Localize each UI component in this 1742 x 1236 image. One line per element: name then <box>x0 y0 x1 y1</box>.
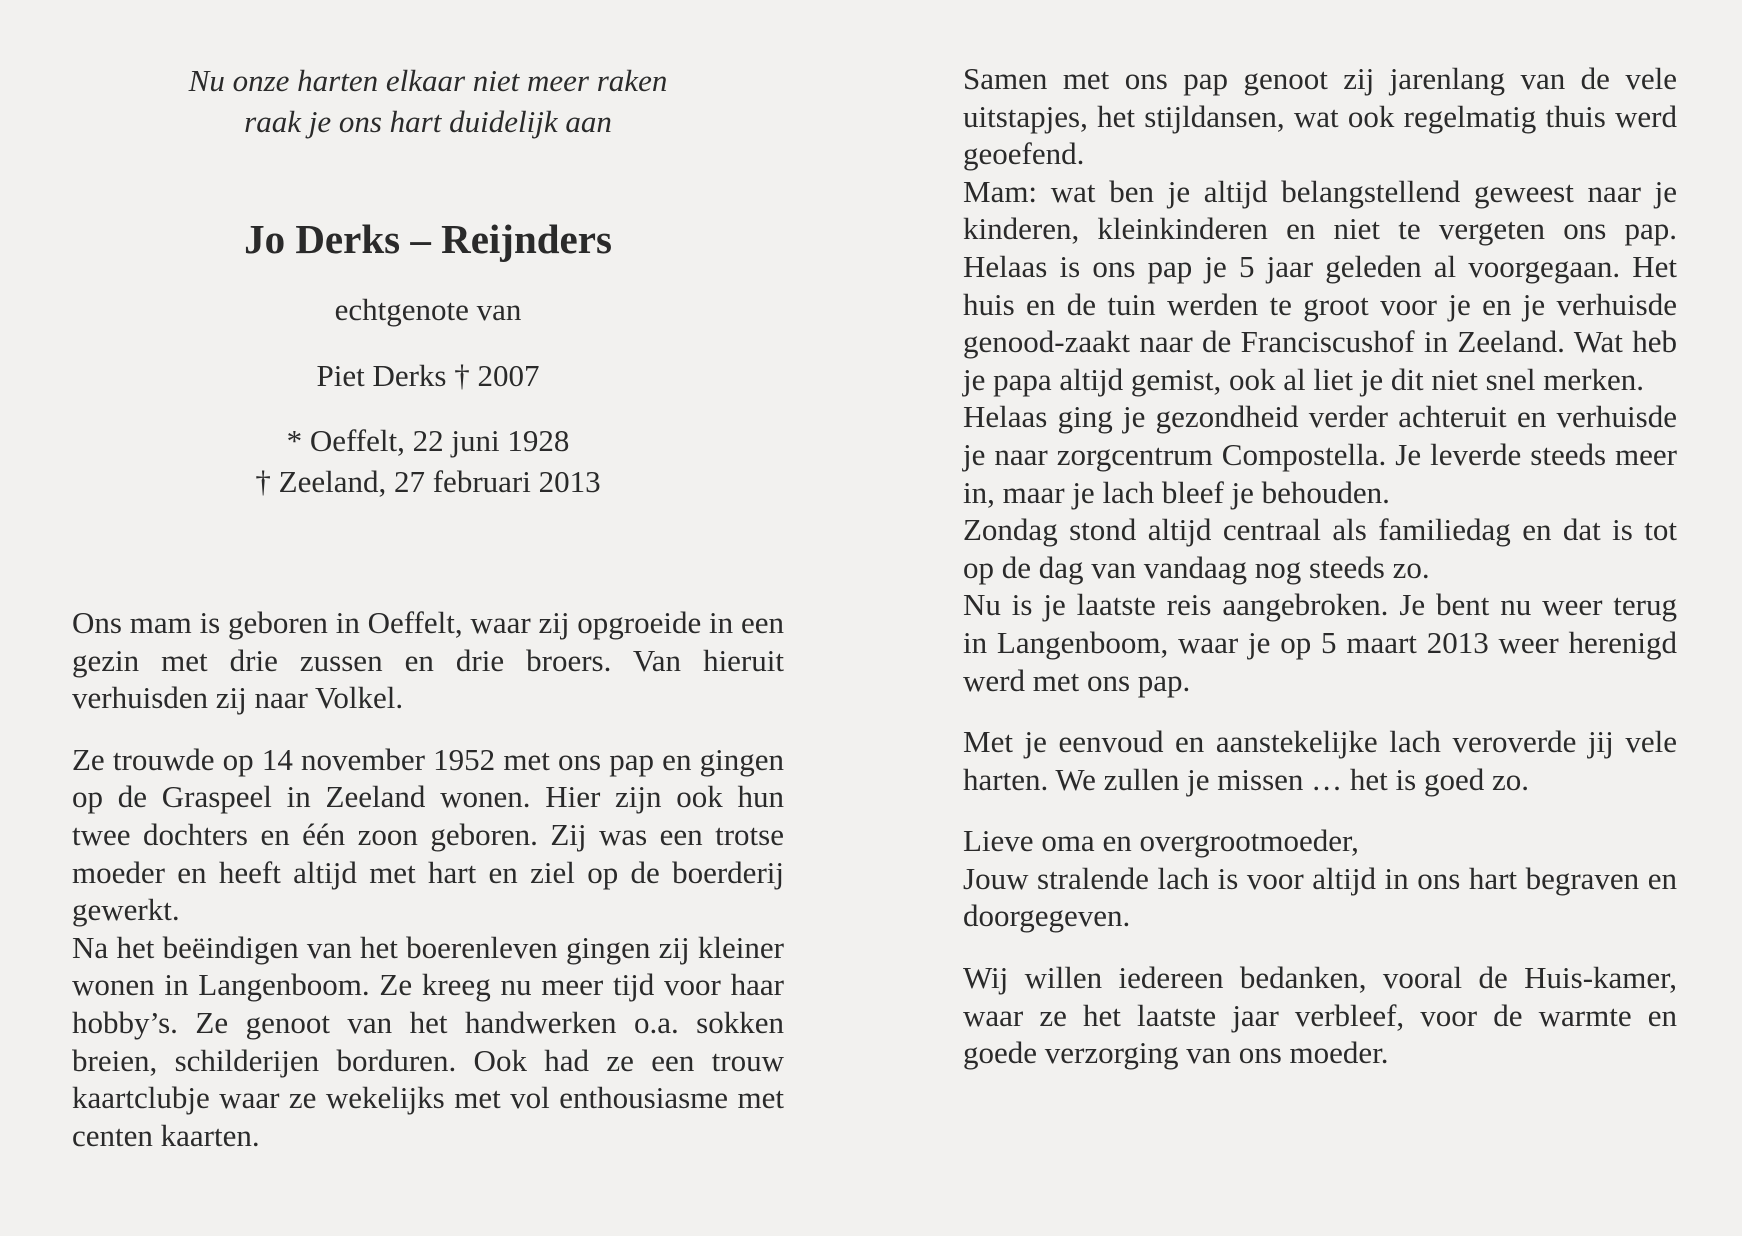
left-paragraph: Ons mam is geboren in Oeffelt, waar zij opgroeide in een gezin met drie zussen en drie broers. Van hieruit verhuisden zij naar Volkel. <box>72 605 784 716</box>
birth-date: * Oeffelt, 22 juni 1928 <box>286 423 570 458</box>
greeting-line: Lieve oma en overgrootmoeder, <box>963 823 1359 859</box>
thank-you-paragraph: Wij willen iedereen bedanken, vooral de Huis-kamer, waar ze het laatste jaar verbleef, voor de warmte en goede verzorging van ons moeder. <box>963 960 1677 1071</box>
right-paragraph: Samen met ons pap genoot zij jarenlang van de vele uitstapjes, het stijldansen, wat ook regelmatig thuis werd geoefend. <box>963 61 1677 172</box>
deceased-name: Jo Derks – Reijnders <box>244 216 612 262</box>
right-paragraph: Mam: wat ben je altijd belangstellend geweest naar je kinderen, kleinkinderen en niet te vergeten ons pap. Helaas is ons pap je 5 jaar geleden al voorgegaan. Het huis en de tuin werden te groot voor je en je verhuisde genood-zaakt naar de Franciscushof in Zeeland. Wat heb je papa altijd gemist, ook al liet je dit niet snel merken. <box>963 173 1677 397</box>
right-column <box>963 60 1677 1072</box>
right-paragraph: Nu is je laatste reis aangebroken. Je bent nu weer terug in Langenboom, waar je op 5 maart 2013 weer herenigd werd met ons pap. <box>963 587 1677 698</box>
left-column <box>72 60 784 1154</box>
spouse-name: Piet Derks † 2007 <box>316 358 540 393</box>
right-paragraph: Zondag stond altijd centraal als familiedag en dat is tot op de dag van vandaag nog steeds zo. <box>963 512 1677 585</box>
spouse-intro: echtgenote van <box>334 292 522 327</box>
right-paragraph: Helaas ging je gezondheid verder achteruit en verhuisde je naar zorgcentrum Compostella. Je leverde steeds meer in, maar je lach bleef je behouden. <box>963 399 1677 510</box>
motto-line-2: raak je ons hart duidelijk aan <box>244 104 612 139</box>
left-paragraph: Na het beëindigen van het boerenleven gingen zij kleiner wonen in Langenboom. Ze kreeg nu meer tijd voor haar hobby’s. Ze genoot van het handwerken o.a. sokken breien, schilderijen borduren. Ook had ze een trouw kaartclubje waar ze wekelijks met vol enthousiasme met centen kaarten. <box>72 929 784 1153</box>
right-paragraph: Met je eenvoud en aanstekelijke lach veroverde jij vele harten. We zullen je missen … het is goed zo. <box>963 724 1677 797</box>
death-date: † Zeeland, 27 februari 2013 <box>255 464 601 499</box>
right-paragraph: Jouw stralende lach is voor altijd in ons hart begraven en doorgegeven. <box>963 860 1677 934</box>
life-dates <box>72 420 784 502</box>
motto <box>72 60 784 142</box>
motto-line-1: Nu onze harten elkaar niet meer raken <box>188 63 668 98</box>
left-paragraph: Ze trouwde op 14 november 1952 met ons pap en gingen op de Graspeel in Zeeland wonen. Hier zijn ook hun twee dochters en één zoon geboren. Zij was een trotse moeder en heeft altijd met hart en ziel op de boerderij gewerkt. <box>72 741 784 928</box>
